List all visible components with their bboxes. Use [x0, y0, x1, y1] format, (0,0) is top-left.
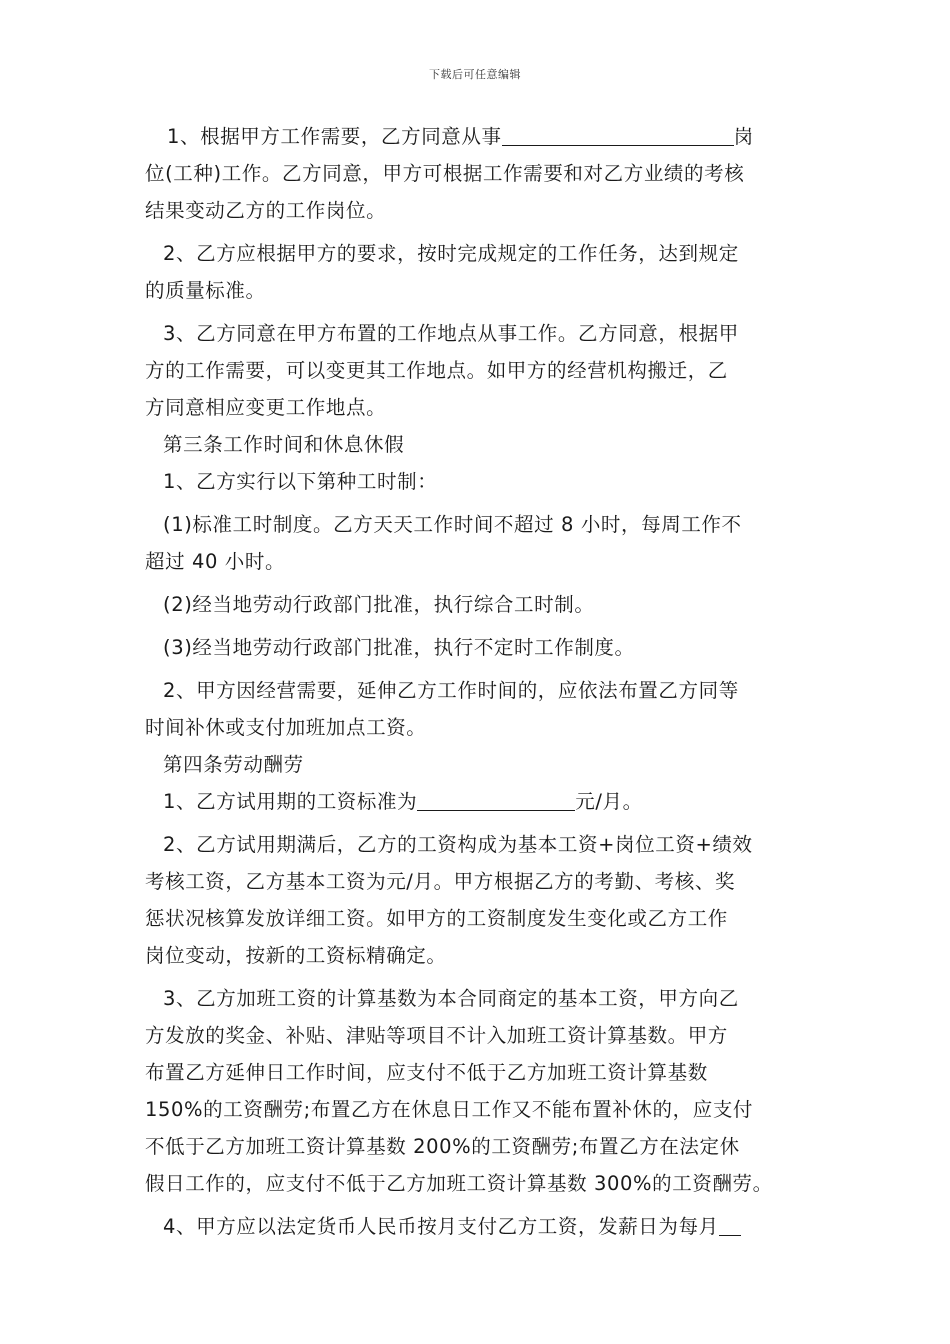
paragraph-5 — [145, 506, 807, 580]
paragraph-10 — [145, 826, 807, 974]
text-line: 假日工作的，应支付不低于乙方加班工资计算基数 300%的工资酬劳。 — [145, 1172, 773, 1195]
section-heading-3 — [145, 426, 807, 463]
text-line: 考核工资，乙方基本工资为元/月。甲方根据乙方的考勤、考核、奖 — [145, 870, 736, 893]
paragraph-7 — [145, 629, 807, 666]
text-line: 布置乙方延伸日工作时间，应支付不低于乙方加班工资计算基数 — [145, 1061, 708, 1084]
text-line: (2)经当地劳动行政部门批准，执行综合工时制。 — [163, 593, 595, 616]
text-line: 方同意相应变更工作地点。 — [145, 396, 387, 419]
paragraph-3 — [145, 315, 807, 426]
text-line: 第三条工作时间和休息休假 — [163, 433, 405, 456]
document-body — [145, 118, 807, 1245]
section-heading-4 — [145, 746, 807, 783]
text-segment: 4、甲方应以法定货币人民币按月支付乙方工资，发薪日为每月 — [163, 1215, 719, 1238]
text-line: 第四条劳动酬劳 — [163, 753, 304, 776]
text-line: 3、乙方同意在甲方布置的工作地点从事工作。乙方同意，根据甲 — [163, 322, 739, 345]
paragraph-9 — [145, 783, 807, 820]
text-line — [145, 783, 807, 820]
paragraph-2 — [145, 235, 807, 309]
paragraph-1 — [145, 118, 807, 229]
text-segment: 1、乙方试用期的工资标准为 — [163, 790, 418, 813]
text-line: 位(工种)工作。乙方同意，甲方可根据工作需要和对乙方业绩的考核 — [145, 162, 745, 185]
text-segment: 1、根据甲方工作需要，乙方同意从事 — [167, 125, 502, 148]
text-line — [145, 118, 807, 155]
text-line: 的质量标准。 — [145, 279, 266, 302]
paragraph-11 — [145, 980, 807, 1202]
blank-post-field — [502, 125, 734, 146]
text-line: 3、乙方加班工资的计算基数为本合同商定的基本工资，甲方向乙 — [163, 987, 739, 1010]
paragraph-6 — [145, 586, 807, 623]
text-line: (3)经当地劳动行政部门批准，执行不定时工作制度。 — [163, 636, 635, 659]
text-line — [145, 1208, 807, 1245]
text-line: 150%的工资酬劳;布置乙方在休息日工作又不能布置补休的，应支付 — [145, 1098, 754, 1121]
blank-salary-field — [417, 790, 575, 811]
text-line: 惩状况核算发放详细工资。如甲方的工资制度发生变化或乙方工作 — [145, 907, 728, 930]
text-line: 方发放的奖金、补贴、津贴等项目不计入加班工资计算基数。甲方 — [145, 1024, 728, 1047]
text-line: 2、乙方试用期满后，乙方的工资构成为基本工资+岗位工资+绩效 — [163, 833, 753, 856]
text-segment: 元/月。 — [575, 790, 643, 813]
text-line: 方的工作需要，可以变更其工作地点。如甲方的经营机构搬迁，乙 — [145, 359, 728, 382]
blank-payday-field — [719, 1215, 741, 1236]
paragraph-8 — [145, 672, 807, 746]
text-line: 1、乙方实行以下第种工时制： — [163, 470, 438, 493]
text-line: (1)标准工时制度。乙方天天工作时间不超过 8 小时，每周工作不 — [163, 513, 742, 536]
paragraph-4 — [145, 463, 807, 500]
paragraph-12 — [145, 1208, 807, 1245]
text-line: 2、乙方应根据甲方的要求，按时完成规定的工作任务，达到规定 — [163, 242, 739, 265]
text-line: 岗位变动，按新的工资标精确定。 — [145, 944, 447, 967]
text-line: 结果变动乙方的工作岗位。 — [145, 199, 387, 222]
text-line: 时间补休或支付加班加点工资。 — [145, 716, 427, 739]
text-segment: 岗 — [733, 125, 754, 148]
header-note: 下载后可任意编辑 — [429, 68, 521, 81]
text-line: 2、甲方因经营需要，延伸乙方工作时间的，应依法布置乙方同等 — [163, 679, 739, 702]
text-line: 超过 40 小时。 — [145, 550, 286, 573]
text-line: 不低于乙方加班工资计算基数 200%的工资酬劳;布置乙方在法定休 — [145, 1135, 740, 1158]
